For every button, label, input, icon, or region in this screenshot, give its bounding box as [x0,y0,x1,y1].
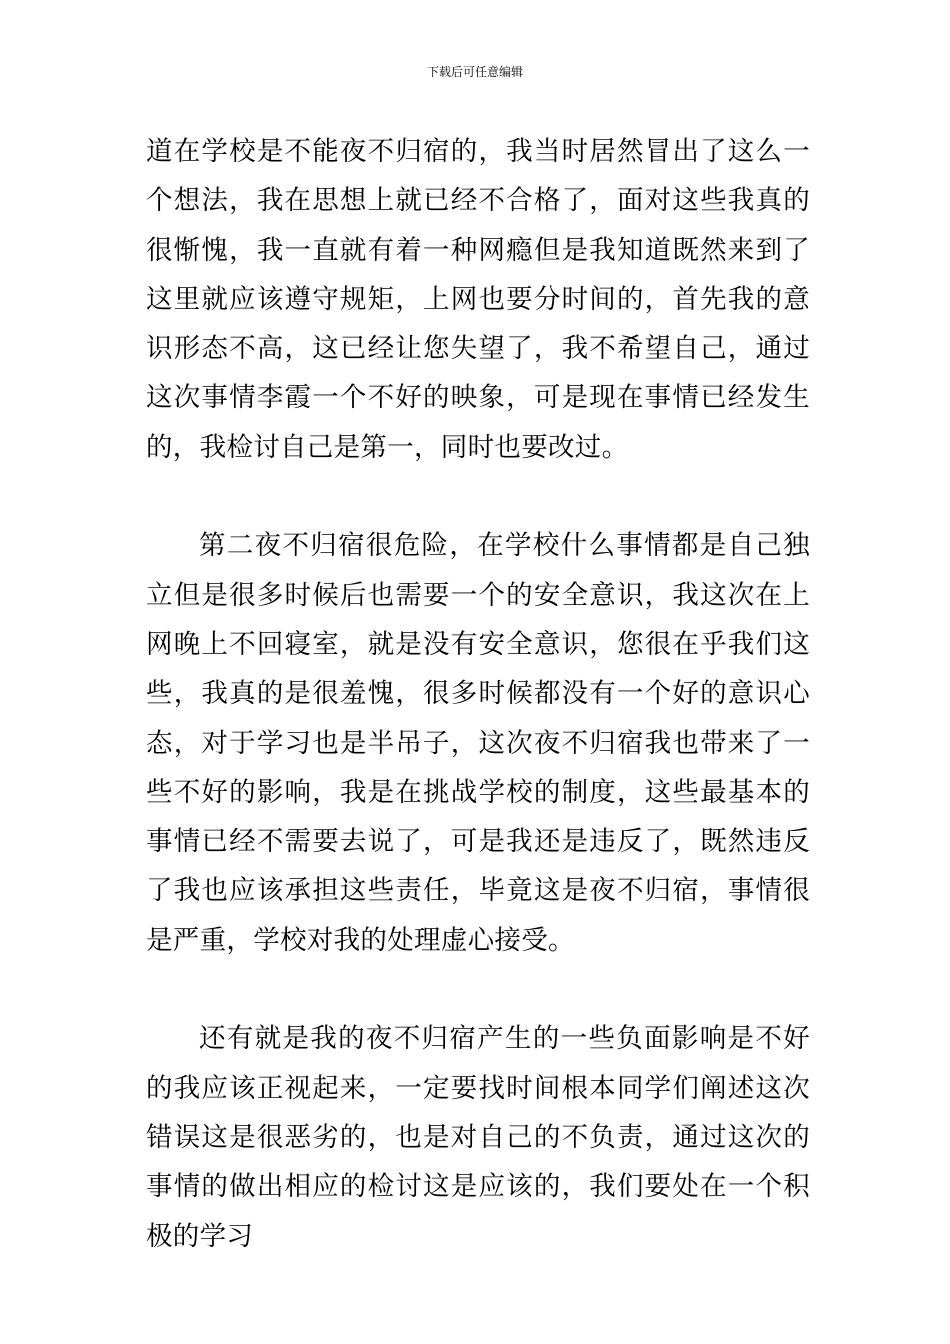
paragraph-2: 第二夜不归宿很危险，在学校什么事情都是自己独立但是很多时候后也需要一个的安全意识，我这次在上网晚上不回寝室，就是没有安全意识，您很在乎我们这些，我真的是很羞愧，很多时候都没有一个好的意识心态，对于学习也是半吊子，这次夜不归宿我也带来了一些不好的影响，我是在挑战学校的制度，这些最基本的事情已经不需要去说了，可是我还是违反了，既然违反了我也应该承担这些责任，毕竟这是夜不归宿，事情很是严重，学校对我的处理虚心接受。 [146,530,810,956]
page-header: 下载后可任意编辑 [426,65,523,79]
paragraph-3: 还有就是我的夜不归宿产生的一些负面影响是不好的我应该正视起来，一定要找时间根本同学们阐述这次错误这是很恶劣的，也是对自己的不负责，通过这次的事情的做出相应的检讨这是应该的，我们要处在一个积极的学习 [146,1023,810,1252]
paragraph-1: 道在学校是不能夜不归宿的，我当时居然冒出了这么一个想法，我在思想上就已经不合格了，面对这些我真的很惭愧，我一直就有着一种网瘾但是我知道既然来到了这里就应该遵守规矩，上网也要分时间的，首先我的意识形态不高，这已经让您失望了，我不希望自己，通过这次事情李霞一个不好的映象，可是现在事情已经发生的，我检讨自己是第一，同时也要改过。 [146,136,810,463]
document-body [146,127,810,1261]
